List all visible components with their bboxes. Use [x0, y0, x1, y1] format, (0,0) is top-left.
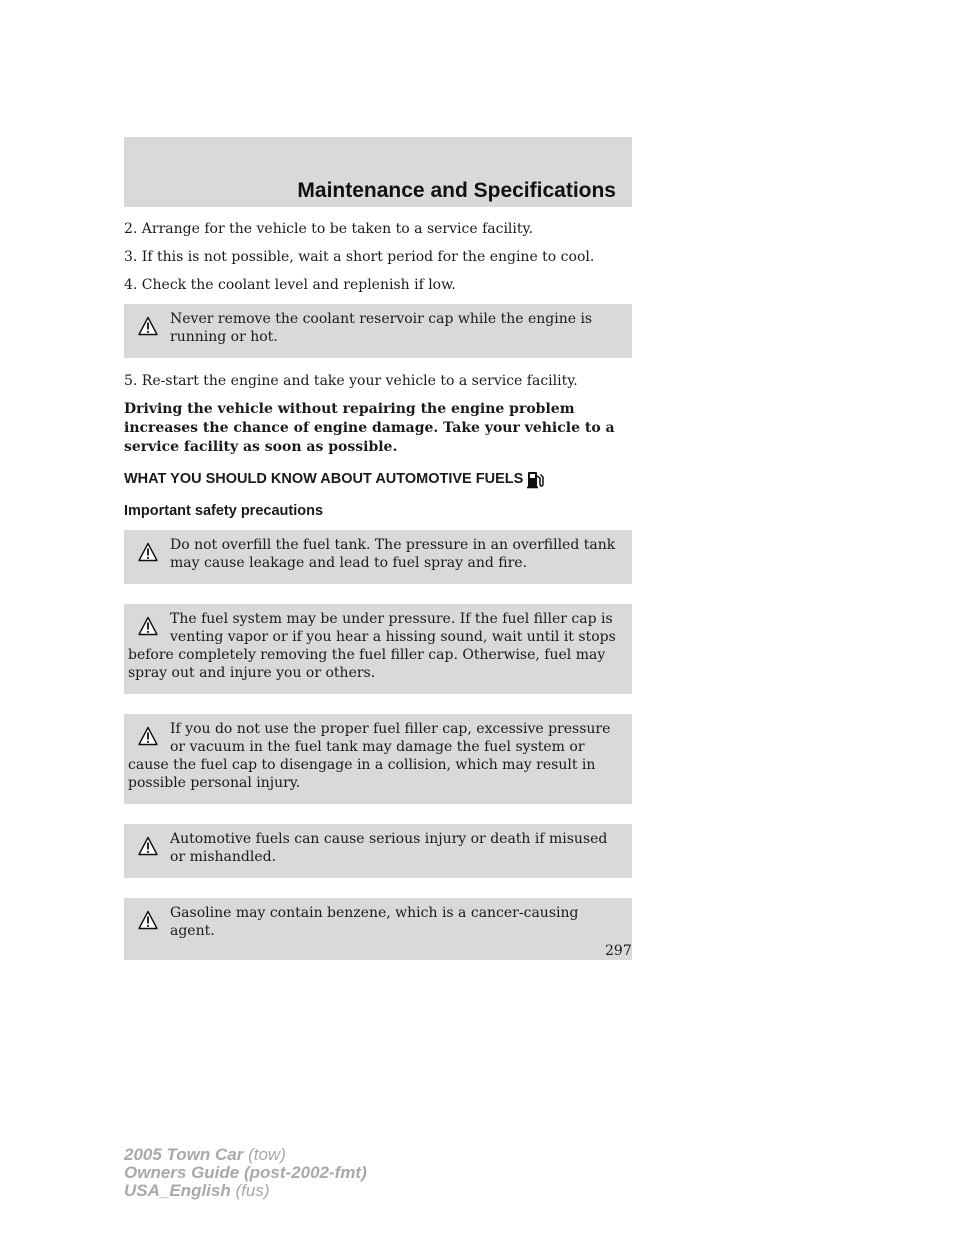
- footer-model: 2005 Town Car: [124, 1145, 244, 1164]
- footer-guide: Owners Guide (post-2002-fmt): [124, 1163, 367, 1182]
- warning-triangle-icon: [138, 836, 158, 856]
- fuel-pump-icon: [526, 469, 544, 489]
- warning-box-overfill: [124, 530, 632, 584]
- warning-box-pressure: [124, 604, 632, 694]
- warning-box-filler-cap: [124, 714, 632, 804]
- step-3: 3. If this is not possible, wait a short period for the engine to cool.: [124, 249, 595, 265]
- warning-triangle-icon: [138, 616, 158, 636]
- section-header: [124, 137, 632, 207]
- warning-triangle-icon: [138, 316, 158, 336]
- document-footer: [124, 1146, 367, 1200]
- step-2: 2. Arrange for the vehicle to be taken to a service facility.: [124, 221, 534, 237]
- warning-triangle-icon: [138, 910, 158, 930]
- step-5: 5. Re-start the engine and take your vehicle to a service facility.: [124, 373, 578, 389]
- engine-damage-note: Driving the vehicle without repairing the engine problem increases the chance of engine damage. Take your vehicle to a service facility as soon as possible.: [124, 401, 615, 455]
- step-4: 4. Check the coolant level and replenish if low.: [124, 277, 456, 293]
- page-number: 297: [605, 943, 632, 959]
- warning-box-benzene: [124, 898, 632, 960]
- warning-text: Automotive fuels can cause serious injury or death if misused or mishandled.: [170, 831, 608, 865]
- footer-line-1: [124, 1146, 367, 1164]
- footer-language-code: (fus): [235, 1181, 270, 1200]
- section-title: Maintenance and Specifications: [297, 179, 616, 202]
- page-content: [124, 220, 632, 980]
- warning-triangle-icon: [138, 726, 158, 746]
- warning-text: The fuel system may be under pressure. If the fuel filler cap is venting vapor or if you hear a hissing sound, wait until it stops before completely removing the fuel filler cap. Otherwise, fuel may spray out and injure you or others.: [128, 611, 616, 681]
- footer-language: USA_English: [124, 1181, 231, 1200]
- footer-line-2: [124, 1164, 367, 1182]
- footer-line-3: [124, 1182, 367, 1200]
- warning-triangle-icon: [138, 542, 158, 562]
- safety-subheading: Important safety precautions: [124, 503, 324, 519]
- warning-text: Gasoline may contain benzene, which is a cancer-causing agent.: [170, 905, 579, 939]
- fuels-heading: [124, 469, 632, 489]
- footer-model-code: (tow): [248, 1145, 286, 1164]
- warning-box-coolant: [124, 304, 632, 358]
- warning-text: Never remove the coolant reservoir cap while the engine is running or hot.: [170, 311, 593, 345]
- warning-box-injury: [124, 824, 632, 878]
- warning-text: If you do not use the proper fuel filler cap, excessive pressure or vacuum in the fuel tank may damage the fuel system or cause the fuel cap to disengage in a collision, which may result in possible personal injury.: [128, 721, 611, 791]
- fuels-heading-text: WHAT YOU SHOULD KNOW ABOUT AUTOMOTIVE FUELS: [124, 471, 524, 487]
- warning-text: Do not overfill the fuel tank. The pressure in an overfilled tank may cause leakage and lead to fuel spray and fire.: [170, 537, 616, 571]
